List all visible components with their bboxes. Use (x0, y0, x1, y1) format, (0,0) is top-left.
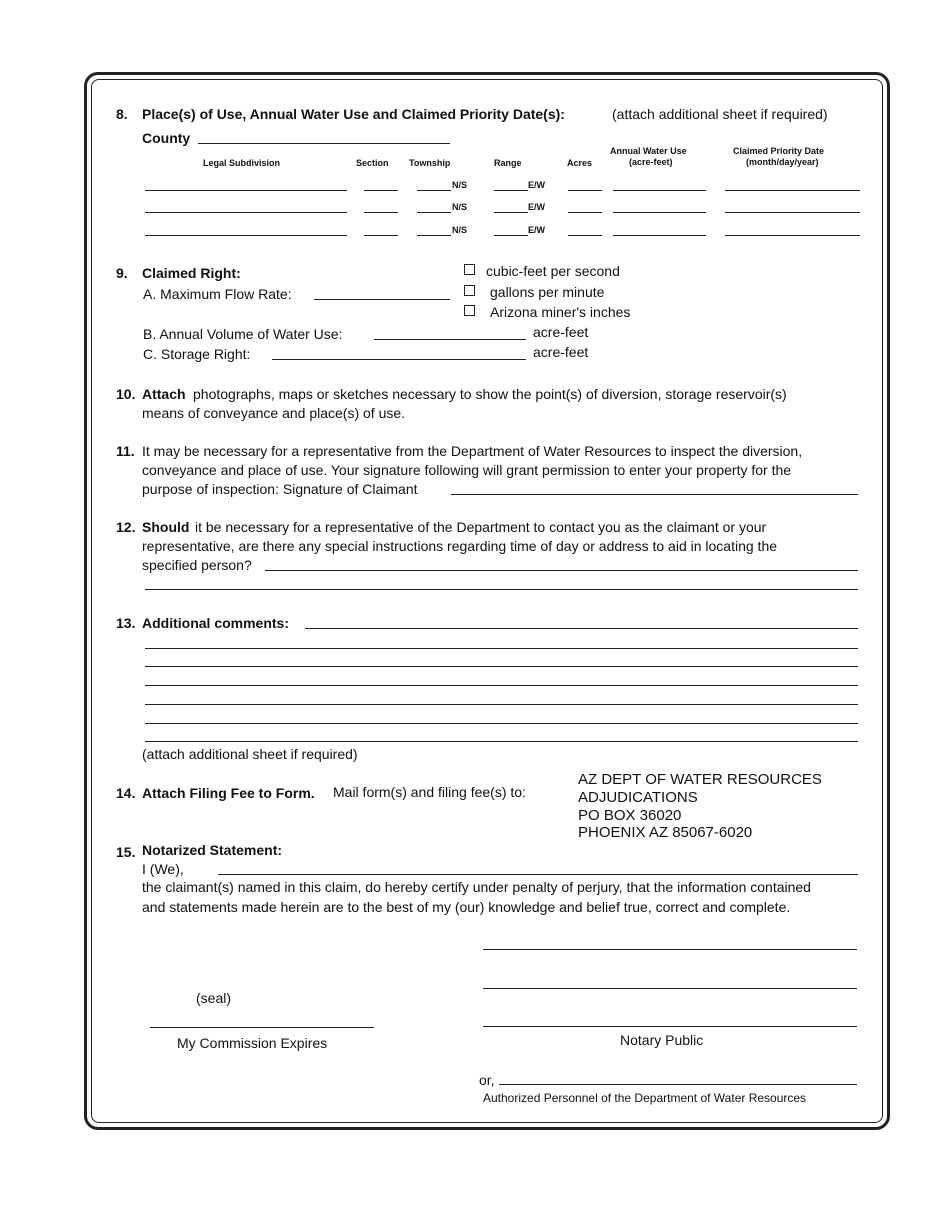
annual-volume-label: B. Annual Volume of Water Use: (143, 326, 343, 342)
header-acres: Acres (567, 158, 593, 168)
township-field[interactable] (417, 190, 451, 191)
section-11-line-1: It may be necessary for a representative from the Department of Water Resources to inspect the diversion, (142, 443, 803, 459)
ns-label: N/S (452, 225, 468, 235)
special-instructions-field[interactable] (265, 570, 858, 571)
section-13-title: Additional comments: (142, 615, 290, 631)
storage-right-label: C. Storage Right: (143, 346, 251, 362)
gpm-label: gallons per minute (490, 284, 605, 300)
county-label: County (142, 130, 191, 146)
section-11-line-2: conveyance and place of use. Your signature following will grant permission to enter your property for the (142, 462, 792, 478)
or-label: or, (479, 1072, 495, 1088)
ew-label: E/W (528, 225, 545, 235)
authorized-personnel-field[interactable] (499, 1084, 857, 1085)
annual-volume-unit: acre-feet (533, 324, 589, 340)
seal-label: (seal) (196, 990, 232, 1006)
section-11-number: 11. (116, 443, 135, 459)
annual-water-use-field[interactable] (613, 190, 706, 191)
priority-date-field[interactable] (725, 235, 860, 236)
range-field[interactable] (494, 235, 528, 236)
county-field[interactable] (198, 143, 450, 144)
header-annual-unit: (acre-feet) (629, 157, 673, 167)
miners-inches-label: Arizona miner's inches (490, 304, 631, 320)
section-12-lead: Should (142, 519, 190, 535)
section-12-line-3: specified person? (142, 557, 252, 573)
section-14-title: Attach Filing Fee to Form. (142, 785, 315, 801)
legal-subdivision-field[interactable] (145, 235, 347, 236)
header-annual-water-use: Annual Water Use (610, 146, 687, 156)
section-15-line-2: and statements made herein are to the best of my (our) knowledge and belief true, correct and complete. (142, 899, 791, 915)
acres-field[interactable] (568, 212, 602, 213)
header-section: Section (356, 158, 389, 168)
max-flow-rate-label: A. Maximum Flow Rate: (143, 286, 292, 302)
max-flow-rate-field[interactable] (314, 299, 450, 300)
range-field[interactable] (494, 190, 528, 191)
legal-subdivision-field[interactable] (145, 190, 347, 191)
section-14-text: Mail form(s) and filing fee(s) to: (333, 784, 526, 800)
section-9-number: 9. (116, 265, 128, 281)
miners-inches-checkbox[interactable] (464, 305, 475, 316)
section-field[interactable] (364, 212, 398, 213)
authorized-personnel-label: Authorized Personnel of the Department of Water Resources (483, 1091, 807, 1105)
section-12-number: 12. (116, 519, 136, 535)
acres-field[interactable] (568, 235, 602, 236)
commission-expires-label: My Commission Expires (177, 1035, 328, 1051)
notary-public-label: Notary Public (620, 1032, 704, 1048)
ew-label: E/W (528, 202, 545, 212)
address-line-3: PO BOX 36020 (578, 807, 682, 824)
section-10-number: 10. (116, 386, 136, 402)
section-13-note: (attach additional sheet if required) (142, 746, 358, 762)
i-we-label: I (We), (142, 861, 184, 877)
section-13-number: 13. (116, 615, 136, 631)
section-8-note: (attach additional sheet if required) (612, 106, 828, 122)
comments-field[interactable] (145, 704, 858, 705)
header-legal-subdivision: Legal Subdivision (203, 158, 281, 168)
legal-subdivision-field[interactable] (145, 212, 347, 213)
notary-public-field[interactable] (483, 1026, 857, 1027)
comments-field[interactable] (145, 741, 858, 742)
section-15-number: 15. (116, 844, 136, 860)
section-8-title: Place(s) of Use, Annual Water Use and Claimed Priority Date(s): (142, 106, 565, 122)
ns-label: N/S (452, 202, 468, 212)
section-14-number: 14. (116, 785, 136, 801)
address-line-2: ADJUDICATIONS (578, 789, 698, 806)
notary-signature-field[interactable] (483, 949, 857, 950)
section-field[interactable] (364, 235, 398, 236)
notary-signature-field[interactable] (483, 988, 857, 989)
cfs-label: cubic-feet per second (486, 263, 620, 279)
section-10-lead: Attach (142, 386, 186, 402)
claimant-names-field[interactable] (218, 874, 858, 875)
section-15-title: Notarized Statement: (142, 842, 283, 858)
header-priority-format: (month/day/year) (746, 157, 819, 167)
commission-expires-field[interactable] (150, 1027, 374, 1028)
section-9-title: Claimed Right: (142, 265, 241, 281)
township-field[interactable] (417, 235, 451, 236)
header-range: Range (494, 158, 522, 168)
comments-field[interactable] (145, 685, 858, 686)
ew-label: E/W (528, 180, 545, 190)
acres-field[interactable] (568, 190, 602, 191)
priority-date-field[interactable] (725, 190, 860, 191)
section-15-line-1: the claimant(s) named in this claim, do hereby certify under penalty of perjury, that the information contained (142, 879, 811, 895)
header-priority-date: Claimed Priority Date (733, 146, 825, 156)
claimant-signature-field[interactable] (451, 494, 858, 495)
comments-field[interactable] (305, 628, 858, 629)
comments-field[interactable] (145, 723, 858, 724)
section-field[interactable] (364, 190, 398, 191)
gpm-checkbox[interactable] (464, 285, 475, 296)
comments-field[interactable] (145, 648, 858, 649)
section-10-line-1: photographs, maps or sketches necessary to show the point(s) of diversion, storage reservoir(s) (193, 386, 787, 402)
annual-water-use-field[interactable] (613, 235, 706, 236)
annual-water-use-field[interactable] (613, 212, 706, 213)
comments-field[interactable] (145, 666, 858, 667)
annual-volume-field[interactable] (374, 339, 526, 340)
range-field[interactable] (494, 212, 528, 213)
header-township: Township (409, 158, 451, 168)
township-field[interactable] (417, 212, 451, 213)
storage-right-field[interactable] (272, 359, 526, 360)
address-line-4: PHOENIX AZ 85067-6020 (578, 824, 753, 841)
address-line-1: AZ DEPT OF WATER RESOURCES (578, 771, 822, 788)
section-8-number: 8. (116, 106, 128, 122)
ns-label: N/S (452, 180, 468, 190)
special-instructions-field[interactable] (145, 589, 858, 590)
section-12-line-1: it be necessary for a representative of the Department to contact you as the claimant or your (195, 519, 767, 535)
cfs-checkbox[interactable] (464, 264, 475, 275)
storage-right-unit: acre-feet (533, 344, 589, 360)
section-11-line-3: purpose of inspection: Signature of Claimant (142, 481, 418, 497)
section-10-line-2: means of conveyance and place(s) of use. (142, 405, 406, 421)
priority-date-field[interactable] (725, 212, 860, 213)
section-12-line-2: representative, are there any special instructions regarding time of day or address to aid in locating the (142, 538, 778, 554)
